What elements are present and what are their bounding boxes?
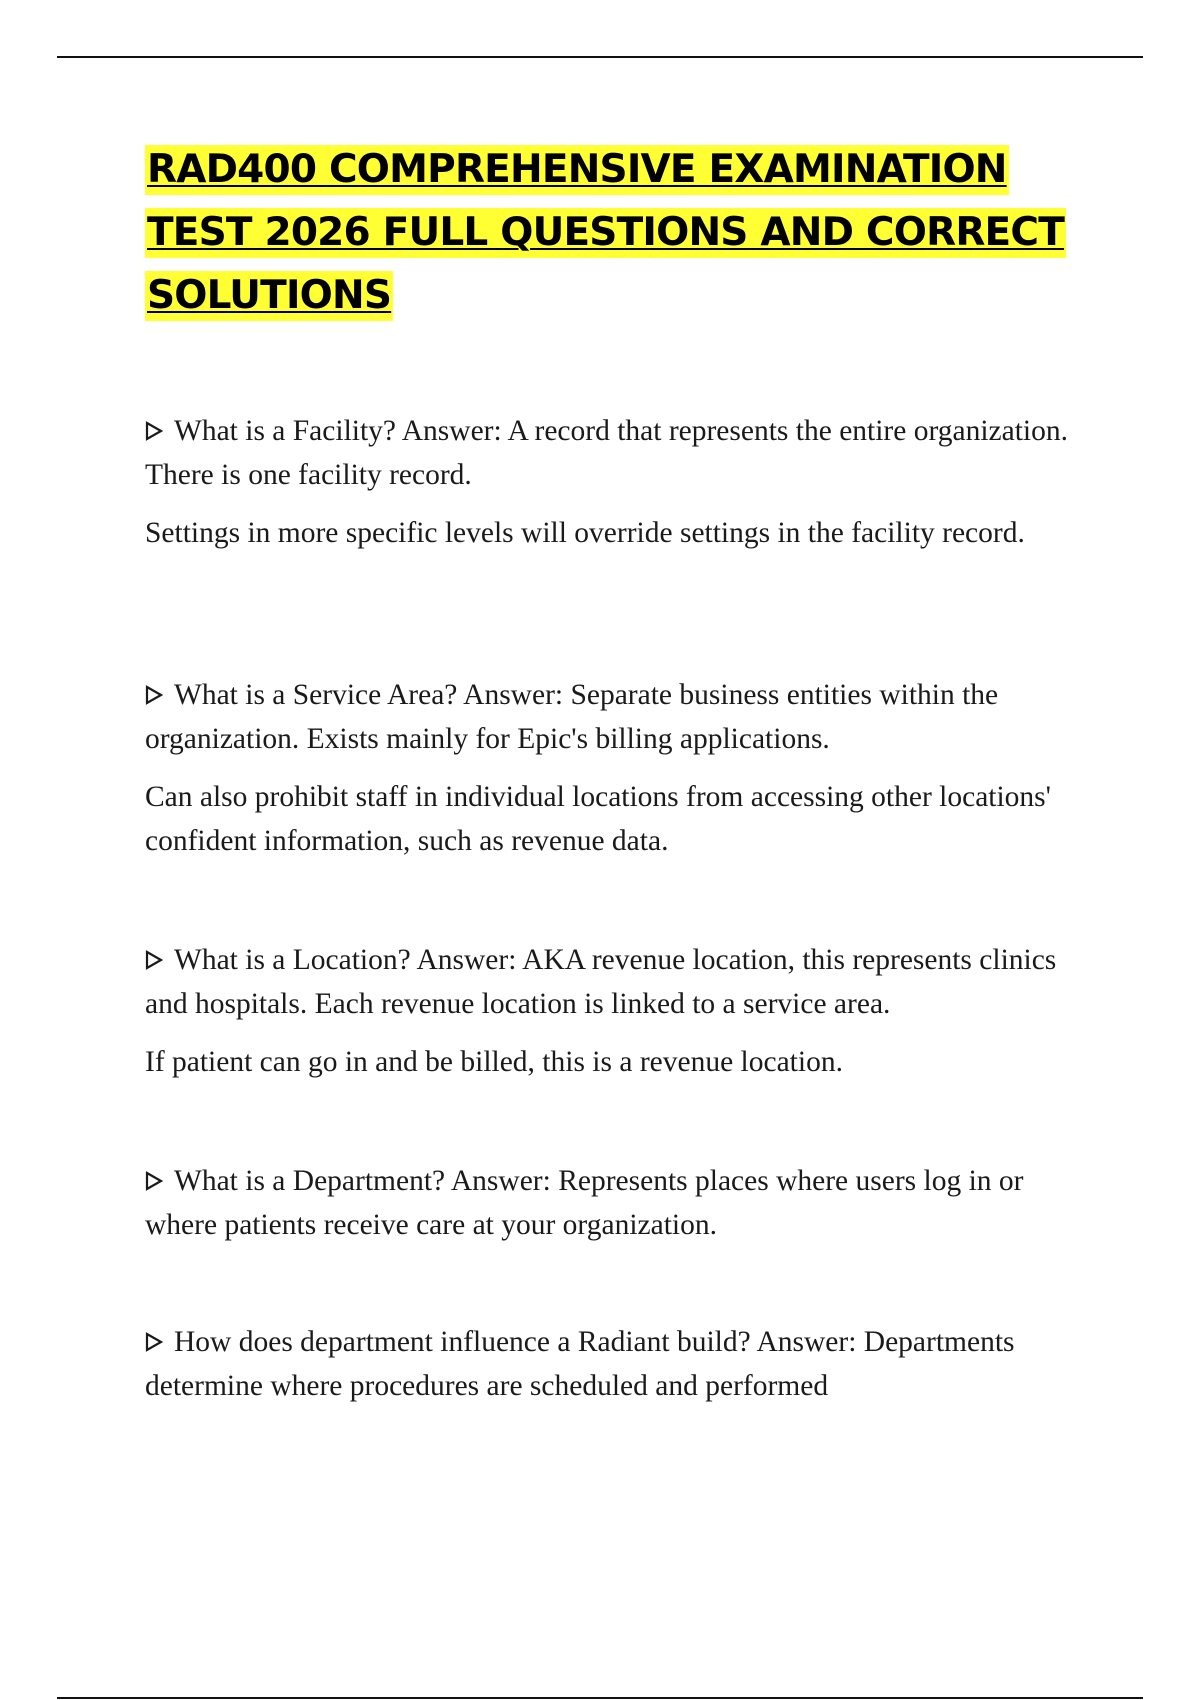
question-paragraph xyxy=(145,938,1095,1026)
triangle-arrow-icon xyxy=(145,421,163,441)
question-text: What is a Department? Answer: Represents places where users log in or where patients receive care at your organization. xyxy=(145,1165,1024,1241)
qa-item xyxy=(145,409,1095,555)
question-paragraph xyxy=(145,409,1095,497)
question-text: How does department influence a Radiant build? Answer: Departments determine where procedures are scheduled and performed xyxy=(145,1326,1015,1402)
question-text: What is a Location? Answer: AKA revenue location, this represents clinics and hospitals. Each revenue location is linked to a service area. xyxy=(145,944,1057,1020)
answer-extra: Can also prohibit staff in individual locations from accessing other locations' confident information, such as revenue data. xyxy=(145,781,1051,857)
triangle-arrow-icon xyxy=(145,950,163,970)
question-text: What is a Facility? Answer: A record that represents the entire organization. There is one facility record. xyxy=(145,415,1069,491)
question-text: What is a Service Area? Answer: Separate business entities within the organization. Exists mainly for Epic's billing applications. xyxy=(145,679,999,755)
title-line: TEST 2026 FULL QUESTIONS AND CORRECT xyxy=(145,208,1105,271)
answer-extra: If patient can go in and be billed, this is a revenue location. xyxy=(145,1046,843,1078)
question-paragraph xyxy=(145,673,1095,761)
title-line: SOLUTIONS xyxy=(145,271,1105,334)
top-rule xyxy=(57,56,1143,58)
document-title xyxy=(145,145,1105,334)
bottom-rule xyxy=(57,1697,1143,1699)
triangle-arrow-icon xyxy=(145,1171,163,1191)
triangle-arrow-icon xyxy=(145,685,163,705)
question-paragraph xyxy=(145,1320,1095,1408)
qa-item xyxy=(145,1320,1095,1408)
triangle-arrow-icon xyxy=(145,1332,163,1352)
answer-extra: Settings in more specific levels will override settings in the facility record. xyxy=(145,517,1025,549)
qa-item xyxy=(145,673,1095,863)
qa-item xyxy=(145,1159,1095,1247)
title-line: RAD400 COMPREHENSIVE EXAMINATION xyxy=(145,145,1105,208)
qa-item xyxy=(145,938,1095,1084)
question-paragraph xyxy=(145,1159,1095,1247)
